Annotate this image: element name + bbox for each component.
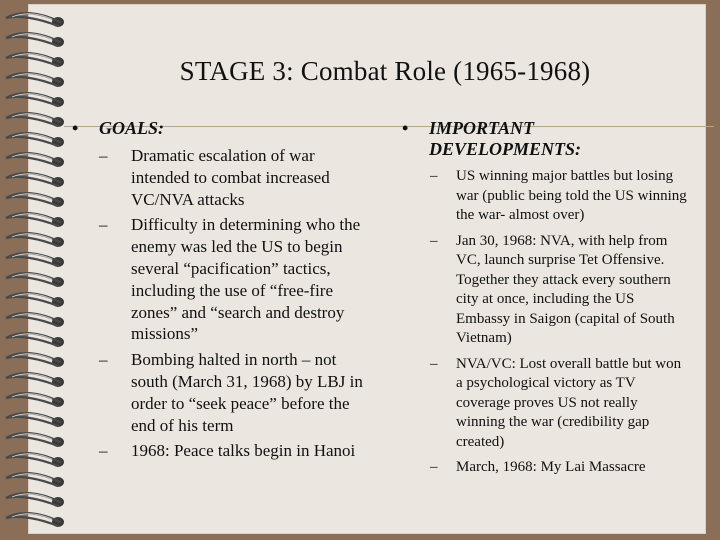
binding-ring (6, 393, 60, 406)
binding-ring (6, 473, 60, 486)
bullet-icon: • (402, 118, 409, 138)
binding-ring (6, 13, 60, 26)
list-item (72, 145, 372, 210)
list-item (402, 355, 688, 453)
list-item (402, 458, 688, 478)
binding-ring (6, 73, 60, 86)
binding-ring (6, 353, 60, 366)
dash-icon: – (99, 215, 108, 235)
binding-ring (6, 113, 60, 126)
developments-heading-text: IMPORTANT DEVELOPMENTS: (429, 118, 582, 159)
binding-ring (6, 453, 60, 466)
binding-ring (6, 53, 60, 66)
dash-icon: – (99, 441, 108, 461)
dash-icon: – (430, 232, 438, 249)
list-item-text: 1968: Peace talks begin in Hanoi (131, 441, 356, 461)
list-item-text: Dramatic escalation of war intended to combat increased VC/NVA attacks (131, 146, 330, 209)
goals-column (72, 118, 372, 466)
dash-icon: – (430, 459, 438, 475)
developments-column (402, 118, 688, 484)
list-item-text: March, 1968: My Lai Massacre (456, 459, 646, 475)
binding-ring (6, 513, 60, 526)
developments-heading (402, 118, 688, 160)
binding-ring (6, 413, 60, 426)
binding-ring (6, 433, 60, 446)
binding-ring (6, 333, 60, 346)
list-item-text: Bombing halted in north – not south (March 31, 1968) by LBJ in order to “seek peace” before the end of his term (131, 350, 363, 435)
binding-ring (6, 33, 60, 46)
list-item-text: Jan 30, 1968: NVA, with help from VC, launch surprise Tet Offensive. Together they attack every southern city at once, including the US Embassy in Saigon (capital of South Vietnam) (456, 232, 675, 346)
binding-ring (6, 93, 60, 106)
dash-icon: – (99, 146, 108, 165)
binding-ring (6, 173, 60, 186)
dash-icon: – (99, 350, 108, 370)
developments-list (402, 167, 688, 478)
binding-ring (6, 193, 60, 206)
goals-list (72, 145, 372, 462)
binding-ring (6, 493, 60, 506)
list-item (402, 167, 688, 226)
binding-ring (6, 133, 60, 146)
list-item-text: Difficulty in determining who the enemy was led the US to begin several “pacification” tactics, including the use of “free-fire zones” and “search and destroy missions” (131, 215, 361, 344)
dash-icon: – (430, 168, 438, 184)
dash-icon: – (430, 355, 438, 372)
slide-title: STAGE 3: Combat Role (1965-1968) (179, 56, 591, 86)
list-item (72, 440, 372, 462)
list-item (72, 349, 372, 436)
list-item-text: NVA/VC: Lost overall battle but won a psychological victory as TV coverage proves US not really winning the war (credibility gap created) (456, 355, 682, 450)
spiral-binding (0, 0, 70, 540)
list-item-text: US winning major battles but losing war (public being told the US winning the war- almost over) (456, 168, 687, 223)
binding-ring (6, 273, 60, 286)
bullet-icon: • (72, 118, 79, 138)
binding-ring (6, 293, 60, 306)
goals-heading (72, 118, 372, 139)
list-item (402, 232, 688, 349)
list-item (72, 214, 372, 345)
binding-ring (6, 373, 60, 386)
binding-ring (6, 153, 60, 166)
binding-ring (6, 253, 60, 266)
binding-ring (6, 213, 60, 226)
binding-ring (6, 233, 60, 246)
goals-heading-text: GOALS: (99, 118, 165, 138)
binding-ring (6, 313, 60, 326)
